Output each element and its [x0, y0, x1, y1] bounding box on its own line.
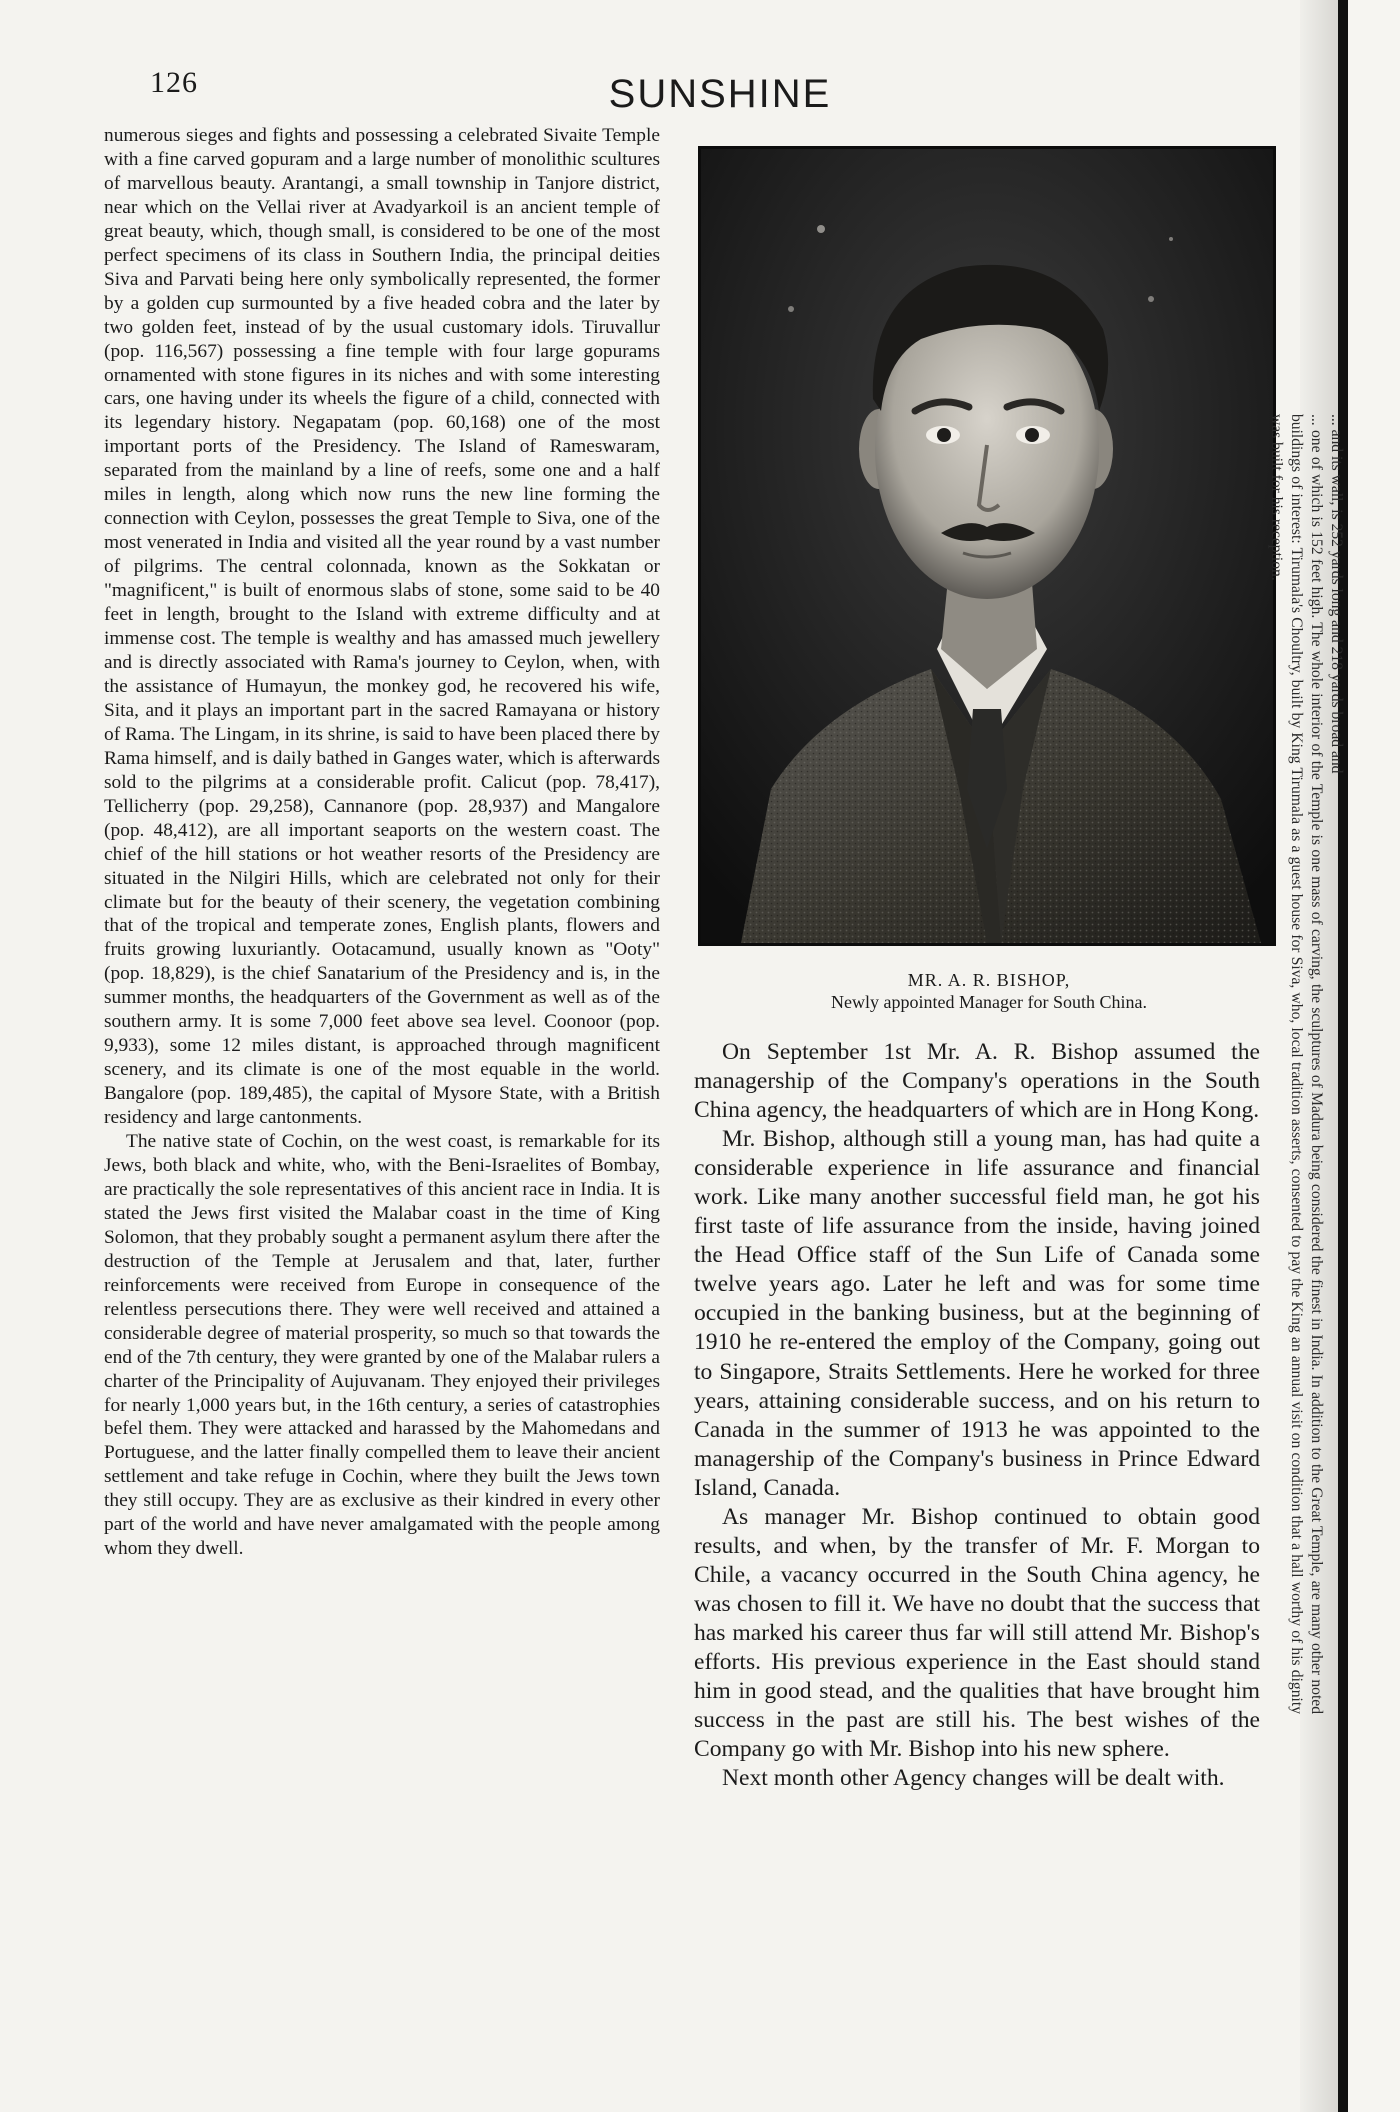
article-paragraph: Next month other Agency changes will be dealt with. — [722, 1765, 1225, 1792]
article-paragraph: As manager Mr. Bishop continued to obtain good results, and when, by the transfer of Mr. F. Morgan to Chile, a vacancy occurred in the South China agency, he was chosen to fill it. We have no doubt that the success that has marked his career thus far will still attend Mr. Bishop's efforts. His previous experience in the East should stand him in good stead, and the qualities that have brought him success in the past are still his. The best wishes of the Company go with Mr. Bishop into his new sphere. — [694, 1503, 1260, 1763]
article-paragraph: The native state of Cochin, on the west coast, is remarkable for its Jews, both black and white, who, with the Beni-Israelites of Bombay, are practically the sole representatives of this ancient race in India. It is stated the Jews first visited the Malabar coast in the time of King Solomon, that they probably sought a permanent asylum there after the destruction of the Temple at Jerusalem and that, later, further reinforcements were received from Europe in consequence of the relentless persecutions there. They were well received and attained a considerable degree of material prosperity, so much so that towards the end of the 7th century, they were granted by one of the Malabar rulers a charter of the Principality of Aujuvanam. They enjoyed their privileges for nearly 1,000 years but, in the 16th century, a series of catastrophies befel them. They were attacked and harassed by the Mahomedans and Portuguese, and the latter finally compelled them to leave their ancient settlement and take refuge in Cochin, where they built the Jews town they still occupy. They are as exclusive as their kindred in every other part of the world and have never amalgamated with the people among whom they dwell. — [104, 1131, 661, 1560]
article-paragraph: numerous sieges and fights and possessing a celebrated Sivaite Temple with a fine carved gopuram and a large number of monolithic scultures of marvellous beauty. Arantangi, a small township in Tanjore district, near which on the Vellai river at Avadyarkoil is an ancient temple of great beauty, which, though small, is considered to be one of the most perfect specimens of its class in Southern India, the principal deities Siva and Parvati being here only symbolically represented, the former by a golden cup surmounted by a five headed cobra and the later by two golden feet, instead of by the usual customary idols. Tiruvallur (pop. 116,567) possessing a fine temple with four large gopurams ornamented with stone figures in its niches and with some interesting cars, one having under its wheels the figure of a child, connected with its legendary history. Negapatam (pop. 60,168) one of the most important ports of the Presidency. The Island of Rameswaram, separated from the mainland by a line of reefs, some one and a half miles in length, along which now runs the new line forming the connection with Ceylon, possesses the great Temple to Siva, one of the most venerated in India and visited all the year round by a vast number of pilgrims. The central colonnada, known as the Sokkatan or "magnificent," is built of enormous slabs of stone, some said to be 40 feet in length, brought to the Island with extreme difficulty and at immense cost. The temple is wealthy and has amassed much jewellery and is directly associated with Rama's journey to Ceylon, when, with the assistance of Humayun, the monkey god, he recovered his wife, Sita, and it plays an important part in the sacred Ramayana or history of Rama. The Lingam, in its shrine, is said to have been placed there by Rama himself, and is daily bathed in Ganges water, which is afterwards sold to the pilgrims at a considerable profit. Calicut (pop. 78,417), Tellicherry (pop. 29,258), Cannanore (pop. 28,937) and Mangalore (pop. 48,412), are all important seaports on the western coast. The chief of the hill stations or hot weather resorts of the Presidency are situated in the Nilgiri Hills, which are celebrated not only for their climate but for the beauty of their scenery, the vegetation combining that of the tropical and temperate zones, English plants, flowers and fruits growing luxuriantly. Ootacamund, usually known as "Ooty" (pop. 18,829), is the chief Sanatarium of the Presidency and is, in the summer months, the headquarters of the Government as well as of the southern army. It is some 7,000 feet above sea level. Coonoor (pop. 9,933), some 12 miles distant, is approached through magnificent scenery, and its climate is one of the most equable in the world. Bangalore (pop. 189,485), the capital of Mysore State, with a British residency and large cantonments. — [104, 125, 660, 1129]
adjacent-page-text — [1268, 414, 1346, 1714]
magazine-title: SUNSHINE — [608, 72, 832, 116]
portrait-illustration — [701, 149, 1273, 943]
caption-name: MR. A. R. BISHOP, — [907, 970, 1071, 990]
adjacent-page-strip — [1348, 0, 1400, 2112]
adjacent-page-line: ... one of which is 152 feet high. The whole interior of the Temple is one mass of carving, the sculptures of Madura being considered the finest in India. In addition to the Great Temple, are many other noted buildings of interest: Tirumala's Choultry, built by King Tirumala as a guest house for Siva, who, local tradition asserts, consented to pay the King an annual visit on condition that a hall worthy of his dignity was built for his reception. — [1268, 414, 1325, 1714]
caption-subtitle: Newly appointed Manager for South China. — [831, 992, 1147, 1012]
portrait-photo — [698, 146, 1276, 946]
left-column-article — [104, 124, 660, 1561]
page-number: 126 — [150, 66, 198, 99]
article-paragraph: On September 1st Mr. A. R. Bishop assumed the managership of the Company's operations in the South China agency, the headquarters of which are in Hong Kong. — [694, 1039, 1260, 1124]
article-paragraph: Mr. Bishop, although still a young man, has had quite a considerable experience in life assurance and financial work. Like many another successful field man, he got his first taste of life assurance from the inside, having joined the Head Office staff of the Sun Life of Canada some twelve years ago. Later he left and was for some time occupied in the banking business, but at the beginning of 1910 he re-entered the employ of the Company, going out to Singapore, Straits Settlements. Here he worked for three years, attaining considerable success, and on his return to Canada in the summer of 1913 he was appointed to the managership of the Company's business in Prince Edward Island, Canada. — [694, 1126, 1260, 1501]
adjacent-page-line: ... and its wall, is 252 yards long and 218 yards broad and — [1328, 414, 1345, 774]
photo-caption — [700, 969, 1278, 1013]
right-column-article — [694, 1038, 1260, 1793]
